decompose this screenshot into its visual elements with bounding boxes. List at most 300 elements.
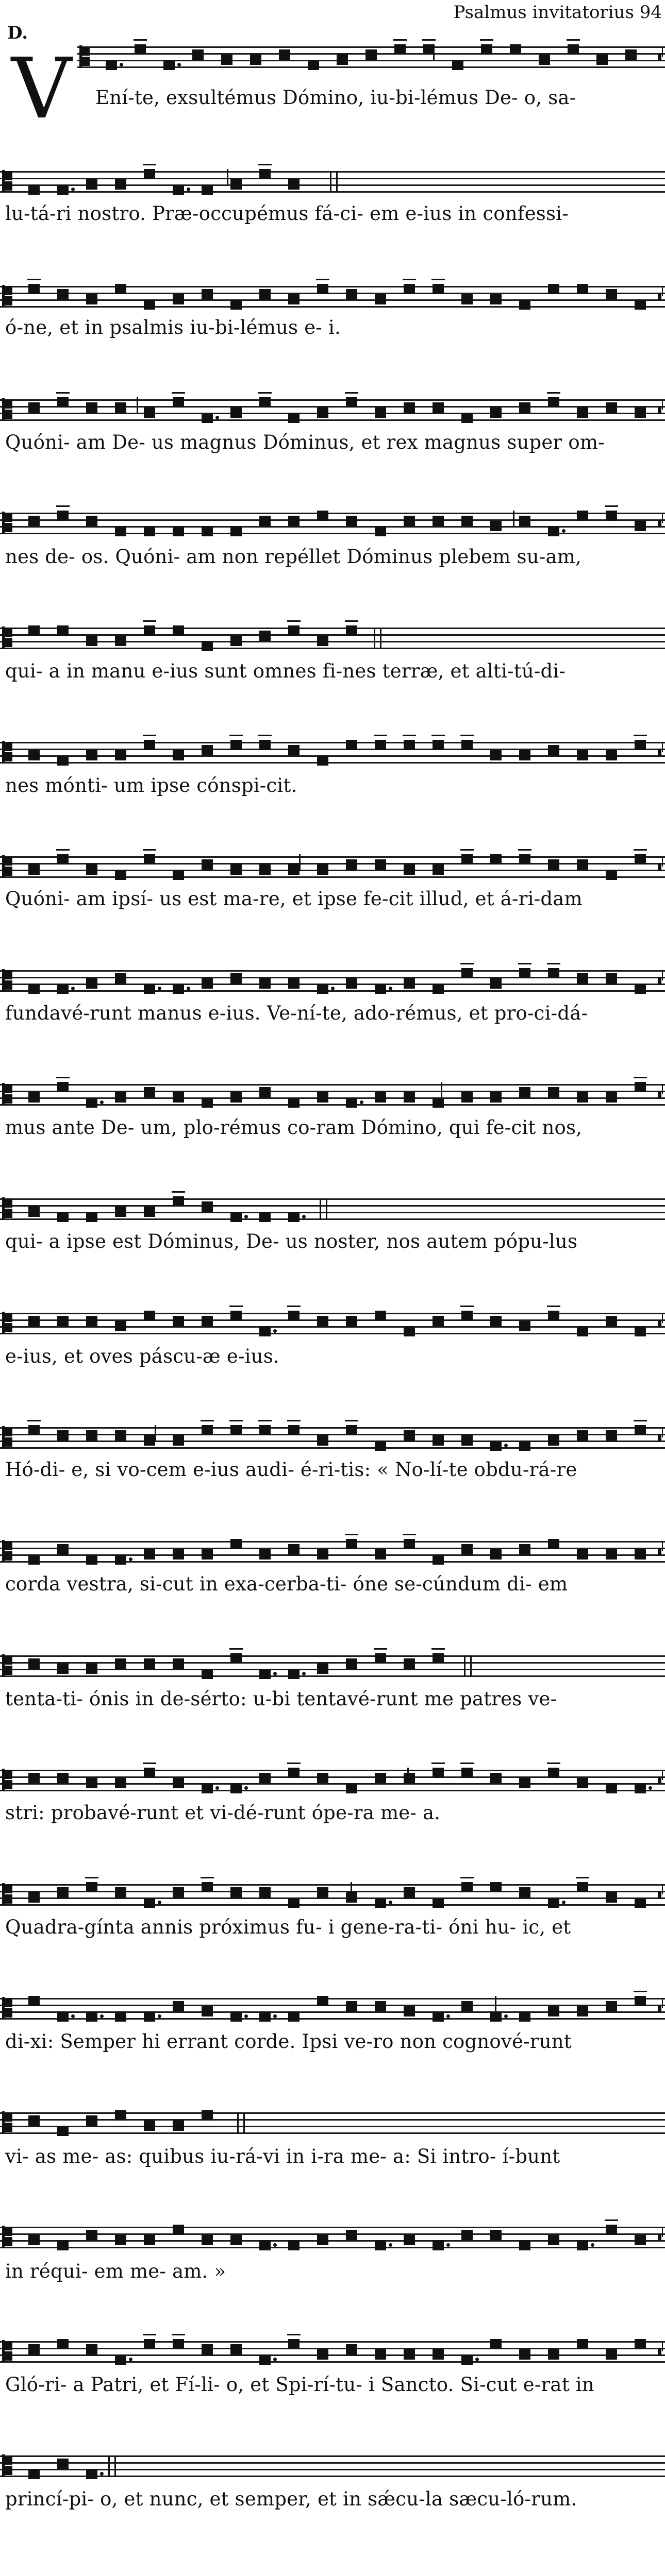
neume: [230, 1653, 242, 1664]
c-clef: [2, 626, 13, 649]
neume: [548, 2349, 559, 2360]
episema: [258, 735, 272, 736]
neume: [86, 402, 97, 413]
mora-dot: [177, 63, 181, 66]
staff-line: [0, 2469, 665, 2470]
staff-line: [0, 1662, 665, 1664]
episema: [258, 1420, 272, 1421]
staff-line: [0, 2476, 665, 2477]
neume: [144, 526, 155, 536]
mora-dot: [331, 987, 335, 990]
neume: [288, 2240, 300, 2250]
neume: [86, 2011, 97, 2022]
neume: [461, 2230, 473, 2240]
neume: [433, 2349, 444, 2360]
neume: [375, 294, 386, 304]
neume: [202, 1882, 213, 1892]
neume: [144, 625, 155, 636]
mora-dot: [273, 1329, 277, 1333]
neume: [577, 408, 588, 418]
neume: [57, 854, 69, 865]
c-clef: [2, 969, 13, 992]
neume: [433, 284, 444, 294]
neume: [173, 397, 184, 408]
neume: [317, 284, 328, 294]
episema: [634, 849, 647, 851]
neume: [28, 1773, 40, 1783]
neume: [288, 1768, 300, 1778]
neume: [433, 1316, 444, 1326]
mora-dot: [187, 987, 190, 990]
staff-line: [0, 1770, 665, 1771]
c-clef: [2, 2454, 13, 2477]
staff-line: [0, 171, 665, 173]
neume: [433, 2240, 444, 2250]
neume: [173, 2001, 184, 2011]
lyric-line: di-xi: Semper hi errant corde. Ipsi ve-ro non cognové-runt: [5, 2030, 572, 2053]
neume: [308, 60, 319, 70]
neume: [461, 1544, 473, 1554]
staff-line: [0, 419, 665, 421]
c-clef: [2, 1997, 13, 2020]
staff-line: [0, 2247, 665, 2248]
neume: [202, 2344, 213, 2354]
neume: [230, 1425, 242, 1435]
double-bar: [380, 628, 381, 648]
custos: [658, 1434, 661, 1442]
neume: [375, 1773, 386, 1783]
neume: [115, 2354, 126, 2365]
neume: [404, 2006, 415, 2016]
divisio-minor: [513, 511, 514, 526]
neume: [346, 1425, 357, 1435]
neume: [577, 1549, 588, 1560]
c-clef: [79, 45, 91, 68]
mora-dot: [273, 2243, 277, 2247]
episema: [547, 1762, 560, 1764]
neume: [163, 60, 175, 70]
episema: [403, 735, 416, 736]
lyric-line: Quóni- am ipsí- us est ma-re, et ipse fe-cit illud, et á-ri-dam: [5, 888, 583, 910]
episema: [287, 2334, 301, 2335]
episema: [460, 1762, 474, 1764]
neume: [461, 968, 473, 978]
neume: [404, 1773, 415, 1783]
neume: [433, 865, 444, 875]
neume: [57, 184, 69, 195]
neume: [57, 984, 69, 994]
staff-line: [0, 628, 665, 629]
episema: [431, 279, 445, 280]
neume: [57, 1430, 69, 1440]
staff-line: [0, 863, 665, 865]
c-clef: [2, 170, 13, 193]
staff-line: [0, 293, 665, 294]
episema: [316, 279, 329, 280]
episema: [27, 279, 41, 280]
neume: [86, 1778, 97, 1788]
episema: [460, 849, 474, 851]
staff-line: [0, 2361, 665, 2363]
initial-letter: V: [11, 41, 72, 138]
neume: [346, 2230, 357, 2240]
neume: [394, 44, 406, 55]
mora-dot: [187, 188, 190, 191]
episema: [143, 620, 156, 622]
staff-line: [0, 1884, 665, 1886]
neume: [404, 1430, 415, 1440]
neume: [144, 1435, 155, 1446]
neume: [577, 284, 588, 294]
neume: [86, 1882, 97, 1892]
neume: [173, 1316, 184, 1326]
mora-dot: [562, 1901, 566, 1904]
neume: [202, 2235, 213, 2245]
neume: [202, 1549, 213, 1560]
staff-line: [0, 2018, 665, 2020]
neume: [230, 2344, 242, 2354]
neume: [519, 2240, 530, 2250]
staff-line: [0, 977, 665, 978]
neume: [86, 516, 97, 526]
staff-line: [0, 1212, 665, 1213]
neume: [259, 516, 271, 526]
neume: [404, 740, 415, 750]
mora-dot: [158, 987, 161, 990]
neume: [173, 870, 184, 880]
neume: [144, 1087, 155, 1097]
neume: [115, 1778, 126, 1788]
staff-line: [0, 1669, 665, 1670]
mora-dot: [302, 1672, 306, 1675]
neume: [202, 526, 213, 536]
neume: [635, 1082, 646, 1092]
neume: [519, 854, 530, 865]
neume: [346, 1658, 357, 1669]
lyric-line: stri: probavé-runt et vi-dé-runt ópe-ra me- a.: [5, 1802, 441, 1824]
neume: [519, 1887, 530, 1897]
episema: [172, 2334, 185, 2335]
staff-line: [0, 755, 665, 757]
neume: [375, 2349, 386, 2360]
neume: [577, 750, 588, 760]
staff-line: [0, 856, 665, 858]
neume: [490, 1549, 502, 1560]
neume: [606, 750, 617, 760]
neume: [519, 2011, 530, 2022]
neume: [86, 1316, 97, 1326]
episema: [605, 2219, 618, 2221]
staff-line: [0, 1097, 665, 1099]
staff-line: [0, 191, 665, 193]
neume: [28, 516, 40, 526]
lyric-line: ó-ne, et in psalmis iu-bi-lémus e- i.: [5, 316, 341, 338]
neume: [288, 1425, 300, 1435]
neume: [57, 1887, 69, 1897]
neume: [259, 169, 271, 179]
neume: [57, 289, 69, 299]
lyric-line: e-ius, et oves páscu-æ e-ius.: [5, 1345, 279, 1367]
neume: [346, 1097, 357, 1108]
neume: [115, 2011, 126, 2022]
staff-line: [0, 1326, 665, 1328]
neume: [57, 625, 69, 636]
episema: [393, 39, 407, 41]
neume: [433, 1768, 444, 1778]
neume: [404, 865, 415, 875]
episema: [287, 1762, 301, 1764]
neume: [375, 740, 386, 750]
neume: [490, 521, 502, 531]
mora-dot: [446, 2014, 450, 2018]
c-clef: [2, 1883, 13, 1906]
episema: [56, 849, 70, 851]
mora-dot: [244, 1786, 248, 1790]
neume: [490, 408, 502, 418]
lyric-line: Ení-te, exsultémus Dómino, iu-bi-lémus De- o, sa-: [95, 87, 576, 109]
staff-line: [0, 2126, 665, 2127]
neume: [548, 859, 559, 870]
neume: [230, 973, 242, 984]
neume: [365, 49, 377, 60]
neume: [577, 2006, 588, 2016]
neume: [548, 1768, 559, 1778]
neume: [28, 2115, 40, 2126]
neume: [606, 1892, 617, 1903]
neume: [452, 60, 463, 70]
neume: [317, 865, 328, 875]
neume: [202, 1097, 213, 1108]
neume: [288, 978, 300, 989]
neume: [548, 526, 559, 536]
neume: [577, 1430, 588, 1440]
divisio-minor: [137, 397, 138, 413]
neume: [606, 1092, 617, 1103]
psalm-label: Psalmus invitatorius 94: [453, 2, 662, 23]
neume: [510, 44, 521, 55]
neume: [375, 1092, 386, 1103]
neume: [259, 397, 271, 408]
neume: [86, 2469, 97, 2479]
mora-dot: [591, 2243, 594, 2247]
neume: [433, 1435, 444, 1446]
custos: [658, 1320, 661, 1327]
neume: [57, 2339, 69, 2349]
neume: [317, 984, 328, 994]
episema: [201, 1420, 214, 1421]
staff-line: [0, 2462, 665, 2464]
neume: [606, 1316, 617, 1326]
neume: [433, 1897, 444, 1908]
neume: [481, 44, 492, 55]
episema: [518, 849, 531, 851]
episema: [229, 1306, 243, 1307]
neume: [317, 755, 328, 766]
neume: [635, 299, 646, 310]
episema: [547, 1306, 560, 1307]
episema: [143, 164, 156, 165]
staff-line: [0, 2132, 665, 2134]
neume: [317, 1887, 328, 1897]
neume: [548, 2235, 559, 2245]
staff-line: [0, 286, 665, 287]
neume: [230, 740, 242, 750]
neume: [28, 1092, 40, 1103]
neume: [259, 1212, 271, 1222]
neume: [539, 55, 550, 65]
neume: [346, 516, 357, 526]
double-bar: [326, 1198, 327, 1219]
neume: [317, 1996, 328, 2006]
c-clef: [2, 1426, 13, 1449]
staff-line: [0, 1897, 665, 1899]
neume: [144, 169, 155, 179]
neume: [144, 1768, 155, 1778]
staff-line: [0, 2227, 665, 2228]
neume: [288, 1097, 300, 1108]
lyric-line: vi- as me- as: quibus iu-rá-vi in i-ra me- a: Si intro- í-bunt: [5, 2145, 560, 2167]
neume: [375, 1440, 386, 1451]
neume: [577, 973, 588, 984]
neume: [230, 2011, 242, 2022]
neume: [28, 1892, 40, 1903]
staff-line: [0, 2011, 665, 2013]
neume: [230, 1539, 242, 1549]
neume: [375, 2001, 386, 2011]
episema: [460, 963, 474, 964]
neume: [230, 1783, 242, 1793]
staff-line: [0, 1655, 665, 1657]
neume: [57, 2126, 69, 2136]
staff-line: [0, 984, 665, 985]
neume: [28, 865, 40, 875]
episema: [143, 849, 156, 851]
custos: [658, 2234, 661, 2241]
neume: [202, 641, 213, 651]
neume: [288, 1897, 300, 1908]
double-bar: [108, 2455, 110, 2476]
neume: [202, 289, 213, 299]
neume: [144, 1311, 155, 1321]
neume: [86, 636, 97, 646]
mora-dot: [100, 1100, 104, 1104]
neume: [346, 2001, 357, 2011]
mora-dot: [446, 2243, 450, 2247]
neume: [86, 1554, 97, 1565]
mora-dot: [129, 1557, 132, 1561]
episema: [345, 620, 358, 622]
episema: [634, 1077, 647, 1078]
staff-line: [0, 1427, 665, 1429]
neume: [606, 511, 617, 521]
mora-dot: [244, 1215, 248, 1218]
staff-line: [0, 1218, 665, 1220]
neume: [202, 1201, 213, 1212]
neume: [230, 1311, 242, 1321]
episema: [287, 1420, 301, 1421]
neume: [279, 49, 290, 60]
neume: [519, 750, 530, 760]
neume: [635, 1996, 646, 2006]
episema: [27, 1420, 41, 1421]
neume: [259, 1087, 271, 1097]
neume: [202, 1783, 213, 1793]
mora-dot: [504, 2014, 508, 2018]
staff-line: [0, 413, 665, 414]
neume: [259, 865, 271, 875]
neume: [404, 402, 415, 413]
neume: [115, 284, 126, 294]
neume: [173, 1658, 184, 1669]
neume: [115, 973, 126, 984]
neume: [115, 750, 126, 760]
episema: [229, 1648, 243, 1650]
episema: [287, 1306, 301, 1307]
neume: [288, 179, 300, 190]
episema: [134, 39, 147, 41]
episema: [431, 1762, 445, 1764]
neume: [548, 1087, 559, 1097]
neume: [606, 973, 617, 984]
mora-dot: [158, 2014, 161, 2018]
neume: [519, 1321, 530, 1331]
neume: [57, 2459, 69, 2469]
neume: [144, 1658, 155, 1669]
neume: [635, 1549, 646, 1560]
staff-line: [0, 1313, 665, 1314]
neume: [86, 2344, 97, 2354]
neume: [317, 1435, 328, 1446]
neume: [461, 294, 473, 304]
neume: [259, 289, 271, 299]
neume: [317, 1316, 328, 1326]
custos: [658, 54, 661, 61]
neume: [86, 1212, 97, 1222]
neume: [115, 1207, 126, 1217]
neume: [375, 408, 386, 418]
episema: [374, 1648, 387, 1650]
neume: [606, 402, 617, 413]
neume: [404, 2235, 415, 2245]
c-clef: [2, 2340, 13, 2363]
neume: [519, 516, 530, 526]
lyric-line: corda vestra, si-cut in exa-cerba-ti- óne se-cúndum di- em: [5, 1573, 568, 1595]
mora-dot: [504, 1444, 508, 1447]
neume: [635, 2235, 646, 2245]
neume: [86, 1664, 97, 1674]
episema: [547, 392, 560, 394]
c-clef: [2, 2226, 13, 2248]
staff-line: [0, 634, 665, 636]
neume: [115, 1554, 126, 1565]
neume: [433, 516, 444, 526]
neume: [144, 1207, 155, 1217]
custos: [658, 749, 661, 756]
c-clef: [2, 1312, 13, 1334]
neume: [461, 1882, 473, 1892]
episema: [345, 392, 358, 394]
custos: [658, 1091, 661, 1098]
neume: [346, 397, 357, 408]
neume: [519, 1544, 530, 1554]
episema: [201, 1877, 214, 1878]
neume: [635, 521, 646, 531]
neume: [57, 1316, 69, 1326]
lyric-line: tenta-ti- ónis in de-sérto: u-bi tentavé-runt me patres ve-: [5, 1688, 557, 1710]
neume: [606, 870, 617, 880]
neume: [259, 1549, 271, 1560]
divisio-minor: [495, 1996, 496, 2011]
